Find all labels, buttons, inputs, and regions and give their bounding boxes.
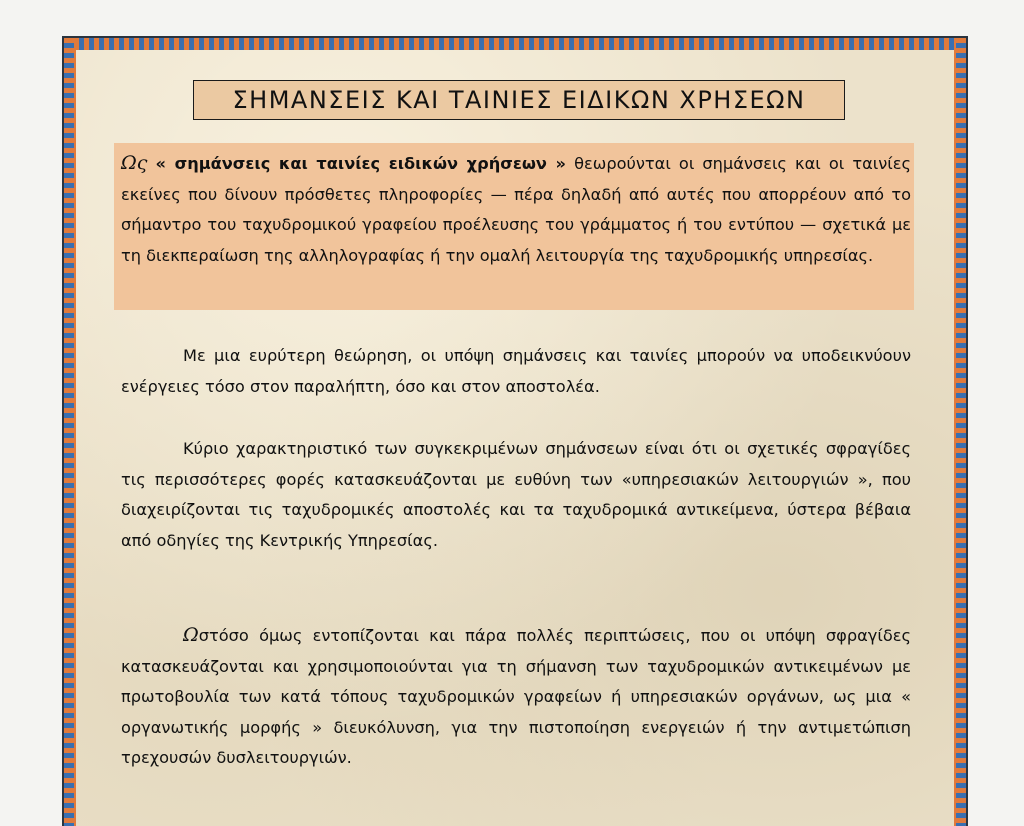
paragraph-text: Κύριο χαρακτηριστικό των συγκεκριμένων σημάνσεων είναι ότι οι σχετικές σφραγίδες τις περισσότερες φορές κατασκευάζονται με ευθύνη των «υπηρεσιακών λειτουργιών », που διαχειρίζονται τις ταχυδρομικές αποστολές και τα ταχυδρομικά αντικείμενα, ύστερα βέβαια από οδηγίες της Κεντρικής Υπηρεσίας. — [121, 439, 911, 550]
title-box — [193, 80, 845, 120]
paragraph-text: θεωρούνται οι σημάνσεις και οι ταινίες εκείνες που δίνουν πρόσθετες πληροφορίες — πέρα δηλαδή από αυτές που απορρέουν από το σήμαντρο του ταχυδρομικού γραφείου προέλευσης του γράμματος ή του εντύπου — σχετικά με τη διεκπεραίωση της αλληλογραφίας ή την ομαλή λειτουργία της ταχυδρομικής υπηρεσίας. — [121, 154, 911, 265]
decorative-border-left — [64, 38, 74, 826]
paragraph-lead: Ω — [183, 624, 199, 646]
paragraph-lead: Ως — [121, 152, 148, 174]
paragraph-characteristic — [121, 434, 911, 556]
paragraph-exceptions — [121, 620, 911, 774]
paragraph-text: Με μια ευρύτερη θεώρηση, οι υπόψη σημάνσεις και ταινίες μπορούν να υποδεικνύουν ενέργειες τόσο στον παραλήπτη, όσο και στον αποστολέα. — [121, 346, 911, 396]
page-title: ΣΗΜΑΝΣΕΙΣ ΚΑΙ ΤΑΙΝΙΕΣ ΕΙΔΙΚΩΝ ΧΡΗΣΕΩΝ — [232, 86, 806, 114]
definition-term: « σημάνσεις και ταινίες ειδικών χρήσεων » — [155, 154, 566, 173]
paragraph-definition — [121, 148, 911, 271]
paragraph-text: στόσο όμως εντοπίζονται και πάρα πολλές περιπτώσεις, που οι υπόψη σφραγίδες κατασκευάζονται και χρησιμοποιούνται για τη σήμανση των ταχυδρομικών αντικειμένων με πρωτοβουλία των κατά τόπους ταχυδρομικών γραφείων ή υπηρεσιακών οργάνων, ως μια « οργανωτικής μορφής » διευκόλυνση, για την πιστοποίηση ενεργειών ή την αντιμετώπιση τρεχουσών δυσλειτουργιών. — [121, 626, 911, 768]
paragraph-scope — [121, 341, 911, 402]
decorative-border-right — [956, 38, 966, 826]
